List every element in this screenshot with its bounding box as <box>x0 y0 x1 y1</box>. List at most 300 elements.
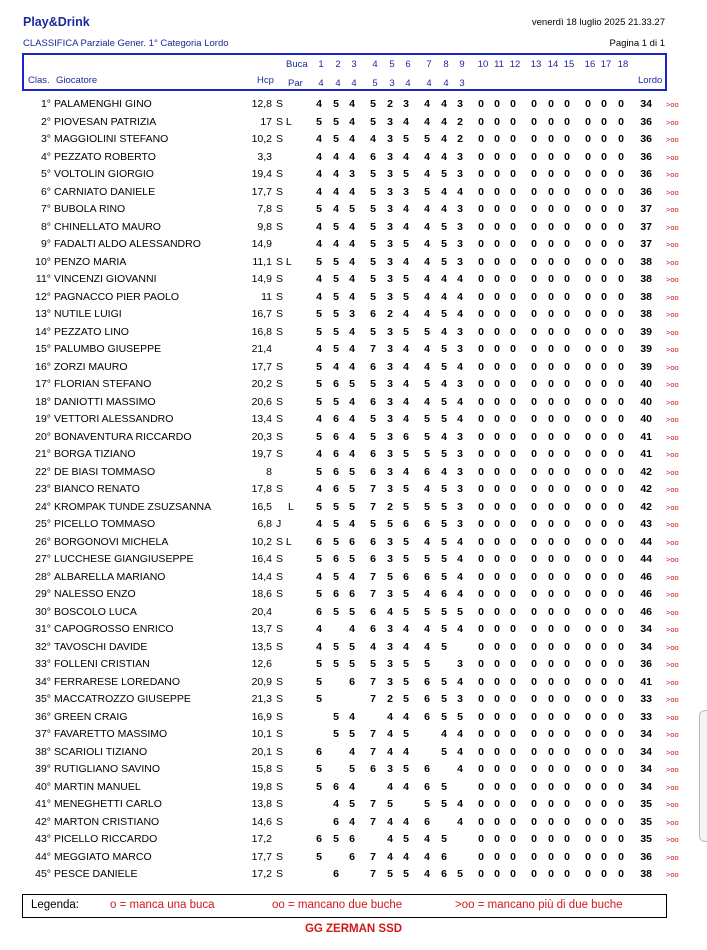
hole-score: 2 <box>387 308 393 320</box>
hole-score: 4 <box>333 168 339 180</box>
hole-score: 0 <box>494 500 500 513</box>
hole-score: 4 <box>424 395 430 408</box>
position: 33° <box>35 658 51 670</box>
table-row <box>0 778 707 796</box>
table-row <box>0 725 707 743</box>
hole-number-18: 18 <box>617 59 629 70</box>
hole-score: 0 <box>601 168 607 180</box>
hole-score: 0 <box>585 360 591 373</box>
hole-score: 0 <box>531 728 537 740</box>
hole-score: 7 <box>370 483 376 495</box>
hole-score: 0 <box>510 290 516 303</box>
hole-score: 0 <box>618 483 624 495</box>
position: 12° <box>35 290 51 303</box>
hole-score: 0 <box>494 448 500 460</box>
hole-score: 0 <box>618 553 624 565</box>
hole-score: 4 <box>316 290 322 303</box>
hole-score: 0 <box>548 763 554 775</box>
hole-score: 5 <box>424 605 430 618</box>
handicap: 20,1 <box>251 745 272 758</box>
handicap: 13,8 <box>251 798 272 810</box>
player-name: PENZO MARIA <box>54 255 127 268</box>
hole-score: 5 <box>333 255 339 268</box>
hole-score: 0 <box>618 658 624 670</box>
hole-score: 4 <box>349 238 355 250</box>
hole-score: 0 <box>585 605 591 618</box>
hole-score: 4 <box>316 220 322 233</box>
par-label: Par <box>288 78 303 89</box>
hole-score: 0 <box>585 308 591 320</box>
hole-score: 4 <box>403 220 409 233</box>
hole-score: 5 <box>441 710 447 723</box>
hole-score: 3 <box>387 483 393 495</box>
table-row <box>0 253 707 271</box>
hole-score: 0 <box>531 308 537 320</box>
hole-score: 0 <box>601 483 607 495</box>
hole-score: 5 <box>349 658 355 670</box>
hole-score: 0 <box>478 815 484 828</box>
scroll-handle[interactable] <box>699 710 707 842</box>
player-name: DE BIASI TOMMASO <box>54 465 156 478</box>
hole-score: 7 <box>370 728 376 740</box>
hole-score: 4 <box>370 640 376 653</box>
hole-score: 0 <box>494 430 500 443</box>
hole-score: 4 <box>349 290 355 303</box>
hole-score: 0 <box>618 430 624 443</box>
hole-score: 4 <box>441 290 447 303</box>
handicap: 17,7 <box>251 185 272 198</box>
total-lordo: 43 <box>640 518 652 530</box>
hole-score: 0 <box>585 798 591 810</box>
hole-score: 4 <box>316 640 322 653</box>
hole-score: 0 <box>585 850 591 863</box>
hole-number-11: 11 <box>494 59 504 70</box>
player-name: FOLLENI CRISTIAN <box>54 658 150 670</box>
hole-score: 0 <box>531 623 537 635</box>
total-lordo: 36 <box>640 658 652 670</box>
hole-score: 0 <box>564 728 570 740</box>
hole-score: 5 <box>403 553 409 565</box>
hole-score: 5 <box>316 360 322 373</box>
hole-score: 4 <box>424 220 430 233</box>
hole-score: 5 <box>370 518 376 530</box>
hole-score: 0 <box>585 535 591 548</box>
hole-score: 4 <box>316 98 322 110</box>
hole-score: 5 <box>403 605 409 618</box>
hole-score: 0 <box>585 430 591 443</box>
hole-score: 0 <box>478 133 484 145</box>
hole-score: 3 <box>457 98 463 110</box>
hole-score: 5 <box>424 378 430 390</box>
total-lordo: 39 <box>640 343 652 355</box>
player-name: BOSCOLO LUCA <box>54 605 137 618</box>
hole-score: 5 <box>333 290 339 303</box>
hole-score: 0 <box>531 500 537 513</box>
hole-score: 0 <box>618 168 624 180</box>
hole-score: 0 <box>601 553 607 565</box>
player-flag: S <box>276 133 284 145</box>
hole-score: 3 <box>387 238 393 250</box>
handicap: 13,7 <box>251 623 272 635</box>
hole-score: 0 <box>618 850 624 863</box>
player-name: PICELLO RICCARDO <box>54 833 158 845</box>
total-lordo: 46 <box>640 570 652 583</box>
missing-holes-marker: >oo <box>666 660 679 669</box>
hole-score: 3 <box>387 360 393 373</box>
hole-score: 6 <box>424 465 430 478</box>
hole-score: 2 <box>457 115 463 128</box>
hole-score: 0 <box>494 133 500 145</box>
hole-score: 3 <box>387 255 393 268</box>
hole-score: 3 <box>387 168 393 180</box>
player-flag: S <box>276 203 284 215</box>
hole-score: 0 <box>618 500 624 513</box>
hole-score: 5 <box>333 833 339 845</box>
player-name: MENEGHETTI CARLO <box>54 798 162 810</box>
hole-score: 3 <box>387 588 393 600</box>
table-row <box>0 323 707 341</box>
position: 3° <box>40 133 51 145</box>
hole-score: 4 <box>403 308 409 320</box>
hole-score: 0 <box>478 640 484 653</box>
hole-score: 4 <box>457 395 463 408</box>
hole-score: 3 <box>387 185 393 198</box>
total-lordo: 34 <box>640 640 652 653</box>
hole-score: 4 <box>403 815 409 828</box>
hole-score: 3 <box>387 290 393 303</box>
hole-score: 6 <box>424 780 430 793</box>
hole-score: 4 <box>349 448 355 460</box>
missing-holes-marker: >oo <box>666 537 679 547</box>
table-row <box>0 568 707 586</box>
hole-score: 5 <box>441 168 447 180</box>
hole-score: 5 <box>403 675 409 688</box>
position: 9° <box>40 238 51 250</box>
hole-score: 0 <box>531 833 537 845</box>
hole-score: 0 <box>564 710 570 723</box>
hole-score: 4 <box>424 290 430 303</box>
player-flag: S <box>276 395 284 408</box>
player-flag: S <box>276 430 284 443</box>
hole-score: 0 <box>618 325 624 338</box>
hole-score: 4 <box>424 640 430 653</box>
player-name: BORGA TIZIANO <box>54 448 136 460</box>
hole-score: 5 <box>316 325 322 338</box>
hole-score: 5 <box>370 290 376 303</box>
player-flag: S <box>276 728 284 740</box>
hole-score: 0 <box>494 588 500 600</box>
missing-holes-marker: >oo <box>666 870 679 879</box>
total-lordo: 34 <box>640 623 652 635</box>
hole-score: 0 <box>564 185 570 198</box>
par-value-7: 4 <box>426 78 432 89</box>
player-name: CHINELLATO MAURO <box>54 220 161 233</box>
hole-score: 5 <box>403 238 409 250</box>
hole-score: 0 <box>601 255 607 268</box>
hole-score: 4 <box>457 553 463 565</box>
hole-score: 0 <box>494 255 500 268</box>
table-row <box>0 148 707 166</box>
hole-score: 5 <box>403 448 409 460</box>
hole-score: 0 <box>618 255 624 268</box>
missing-holes-marker: >oo <box>666 327 679 337</box>
hole-score: 0 <box>618 290 624 303</box>
hole-score: 3 <box>387 203 393 215</box>
hole-score: 0 <box>618 623 624 635</box>
hole-score: 0 <box>564 570 570 583</box>
table-row <box>0 288 707 306</box>
hole-score: 6 <box>370 763 376 775</box>
hole-score: 0 <box>618 150 624 163</box>
hole-score: 0 <box>548 745 554 758</box>
hole-score: 0 <box>510 868 516 880</box>
total-lordo: 35 <box>640 798 652 810</box>
hole-score: 4 <box>457 745 463 758</box>
hole-score: 3 <box>349 168 355 180</box>
player-flag: S <box>276 850 284 863</box>
hole-score: 5 <box>316 308 322 320</box>
player-name: RUTIGLIANO SAVINO <box>54 763 160 775</box>
hole-score: 0 <box>510 150 516 163</box>
position: 16° <box>35 360 51 373</box>
hole-score: 3 <box>387 325 393 338</box>
hole-score: 0 <box>548 255 554 268</box>
hole-score: 0 <box>494 728 500 740</box>
table-row <box>0 515 707 533</box>
player-flag: S <box>276 675 284 688</box>
hole-score: 0 <box>564 255 570 268</box>
table-row <box>0 848 707 866</box>
hole-score: 5 <box>424 448 430 460</box>
hole-score: 6 <box>424 675 430 688</box>
hole-score: 0 <box>601 220 607 233</box>
hole-score: 4 <box>316 570 322 583</box>
total-lordo: 34 <box>640 780 652 793</box>
hole-score: 6 <box>370 448 376 460</box>
hole-score: 0 <box>548 430 554 443</box>
hole-score: 6 <box>316 535 322 548</box>
hole-score: 4 <box>349 518 355 530</box>
hole-score: 7 <box>370 815 376 828</box>
hole-score: 0 <box>494 675 500 688</box>
missing-holes-marker: >oo <box>666 730 679 739</box>
handicap: 17,7 <box>251 360 272 373</box>
player-flag: S <box>276 815 284 828</box>
hole-score: 0 <box>510 553 516 565</box>
hole-score: 5 <box>387 518 393 530</box>
hole-score: 0 <box>531 483 537 495</box>
hole-score: 0 <box>548 325 554 338</box>
position: 10° <box>35 255 51 268</box>
hole-score: 0 <box>478 658 484 670</box>
hole-score: 4 <box>349 273 355 285</box>
total-lordo: 36 <box>640 133 652 145</box>
player-name: VINCENZI GIOVANNI <box>54 273 157 285</box>
total-lordo: 36 <box>640 185 652 198</box>
hole-score: 5 <box>370 220 376 233</box>
par-value-3: 4 <box>351 78 357 89</box>
position: 5° <box>40 168 51 180</box>
hole-score: 0 <box>618 710 624 723</box>
hole-score: 0 <box>585 290 591 303</box>
hole-score: 5 <box>370 325 376 338</box>
position: 41° <box>35 798 51 810</box>
hole-score: 4 <box>349 255 355 268</box>
hole-score: 5 <box>316 553 322 565</box>
hole-score: 5 <box>316 255 322 268</box>
player-name: PEZZATO ROBERTO <box>54 150 156 163</box>
total-lordo: 42 <box>640 483 652 495</box>
hole-score: 0 <box>494 343 500 355</box>
hole-score: 0 <box>510 483 516 495</box>
hole-score: 4 <box>441 133 447 145</box>
hole-score: 5 <box>441 448 447 460</box>
player-name: FAVARETTO MASSIMO <box>54 728 168 740</box>
hole-score: 0 <box>510 535 516 548</box>
player-flag: S <box>276 448 284 460</box>
hole-score: 5 <box>333 570 339 583</box>
hole-score: 5 <box>403 483 409 495</box>
table-row <box>0 305 707 323</box>
hole-score: 0 <box>601 728 607 740</box>
hole-score: 0 <box>601 710 607 723</box>
hole-score: 3 <box>457 448 463 460</box>
hole-score: 6 <box>333 553 339 565</box>
hole-score: 0 <box>585 185 591 198</box>
handicap: 19,7 <box>251 448 272 460</box>
hole-score: 5 <box>403 588 409 600</box>
hole-score: 0 <box>531 518 537 530</box>
missing-holes-marker: >oo <box>666 345 679 354</box>
hole-number-15: 15 <box>563 59 575 70</box>
hole-score: 0 <box>548 150 554 163</box>
hole-score: 4 <box>457 360 463 373</box>
hole-score: 0 <box>618 273 624 285</box>
hole-score: 4 <box>424 535 430 548</box>
hole-score: 3 <box>457 430 463 443</box>
hole-score: 5 <box>349 378 355 390</box>
legend <box>22 894 667 918</box>
hole-number-17: 17 <box>600 59 612 70</box>
hole-score: 5 <box>403 168 409 180</box>
hole-score: 4 <box>349 815 355 828</box>
handicap: 14,9 <box>251 238 272 250</box>
hole-score: 0 <box>548 413 554 425</box>
hole-score: 4 <box>441 430 447 443</box>
hole-score: 0 <box>531 588 537 600</box>
hole-score: 0 <box>618 798 624 810</box>
hole-score: 4 <box>441 150 447 163</box>
par-value-8: 4 <box>443 78 449 89</box>
missing-holes-marker: >oo <box>666 292 679 302</box>
hole-score: 0 <box>510 588 516 600</box>
hole-score: 0 <box>618 745 624 758</box>
hole-score: 0 <box>585 168 591 180</box>
player-flag: S <box>276 640 284 653</box>
player-name: MACCATROZZO GIUSEPPE <box>54 693 191 705</box>
hole-score: 0 <box>618 220 624 233</box>
handicap: 21,3 <box>251 693 272 705</box>
handicap: 20,6 <box>251 395 272 408</box>
table-row <box>0 585 707 603</box>
hole-score: 3 <box>387 640 393 653</box>
hole-score: 0 <box>478 255 484 268</box>
hole-score: 3 <box>457 203 463 215</box>
hole-score: 0 <box>478 710 484 723</box>
handicap: 10,1 <box>251 728 272 740</box>
hole-score: 0 <box>564 693 570 705</box>
hole-score: 0 <box>548 535 554 548</box>
hole-score: 0 <box>548 98 554 110</box>
hole-score: 5 <box>333 535 339 548</box>
hole-score: 0 <box>531 815 537 828</box>
hole-score: 5 <box>333 325 339 338</box>
hole-score: 0 <box>618 535 624 548</box>
hole-score: 0 <box>601 763 607 775</box>
hole-score: 0 <box>585 98 591 110</box>
table-row <box>0 113 707 131</box>
hole-score: 6 <box>370 605 376 618</box>
hole-score: 0 <box>510 675 516 688</box>
hole-number-6: 6 <box>405 59 411 70</box>
handicap: 19,8 <box>251 780 272 793</box>
hole-score: 0 <box>548 273 554 285</box>
hole-number-1: 1 <box>318 59 324 70</box>
hole-score: 0 <box>531 745 537 758</box>
hole-score: 0 <box>585 150 591 163</box>
hole-score: 0 <box>494 238 500 250</box>
hole-score: 0 <box>564 150 570 163</box>
position: 34° <box>35 675 51 688</box>
hole-score: 3 <box>387 658 393 670</box>
player-name: PICELLO TOMMASO <box>54 518 156 530</box>
hole-score: 0 <box>601 780 607 793</box>
hole-score: 0 <box>510 185 516 198</box>
hole-score: 0 <box>531 658 537 670</box>
position: 37° <box>35 728 51 740</box>
position: 4° <box>40 150 51 163</box>
hole-score: 6 <box>424 815 430 828</box>
hole-score: 0 <box>494 745 500 758</box>
hole-score: 6 <box>441 850 447 863</box>
hole-score: 5 <box>349 640 355 653</box>
handicap: 9,8 <box>257 220 272 233</box>
table-row <box>0 498 707 516</box>
position: 43° <box>35 833 51 845</box>
position: 6° <box>40 185 51 198</box>
hole-score: 5 <box>333 273 339 285</box>
hole-score: 0 <box>564 833 570 845</box>
handicap: 16,8 <box>251 325 272 338</box>
table-row <box>0 830 707 848</box>
hole-score: 3 <box>387 465 393 478</box>
hole-score: 0 <box>618 238 624 250</box>
hole-score: 0 <box>478 623 484 635</box>
hole-score: 0 <box>531 325 537 338</box>
hole-score: 5 <box>349 763 355 775</box>
hole-score: 0 <box>548 570 554 583</box>
total-lordo: 37 <box>640 220 652 233</box>
hole-score: 0 <box>601 360 607 373</box>
handicap: 20,4 <box>251 605 272 618</box>
table-row <box>0 130 707 148</box>
clas-header: Clas. <box>28 75 50 86</box>
hole-score: 4 <box>424 483 430 495</box>
hole-score: 0 <box>478 850 484 863</box>
missing-holes-marker: >oo <box>666 240 679 249</box>
hole-score: 5 <box>316 850 322 863</box>
hole-score: 0 <box>494 780 500 793</box>
